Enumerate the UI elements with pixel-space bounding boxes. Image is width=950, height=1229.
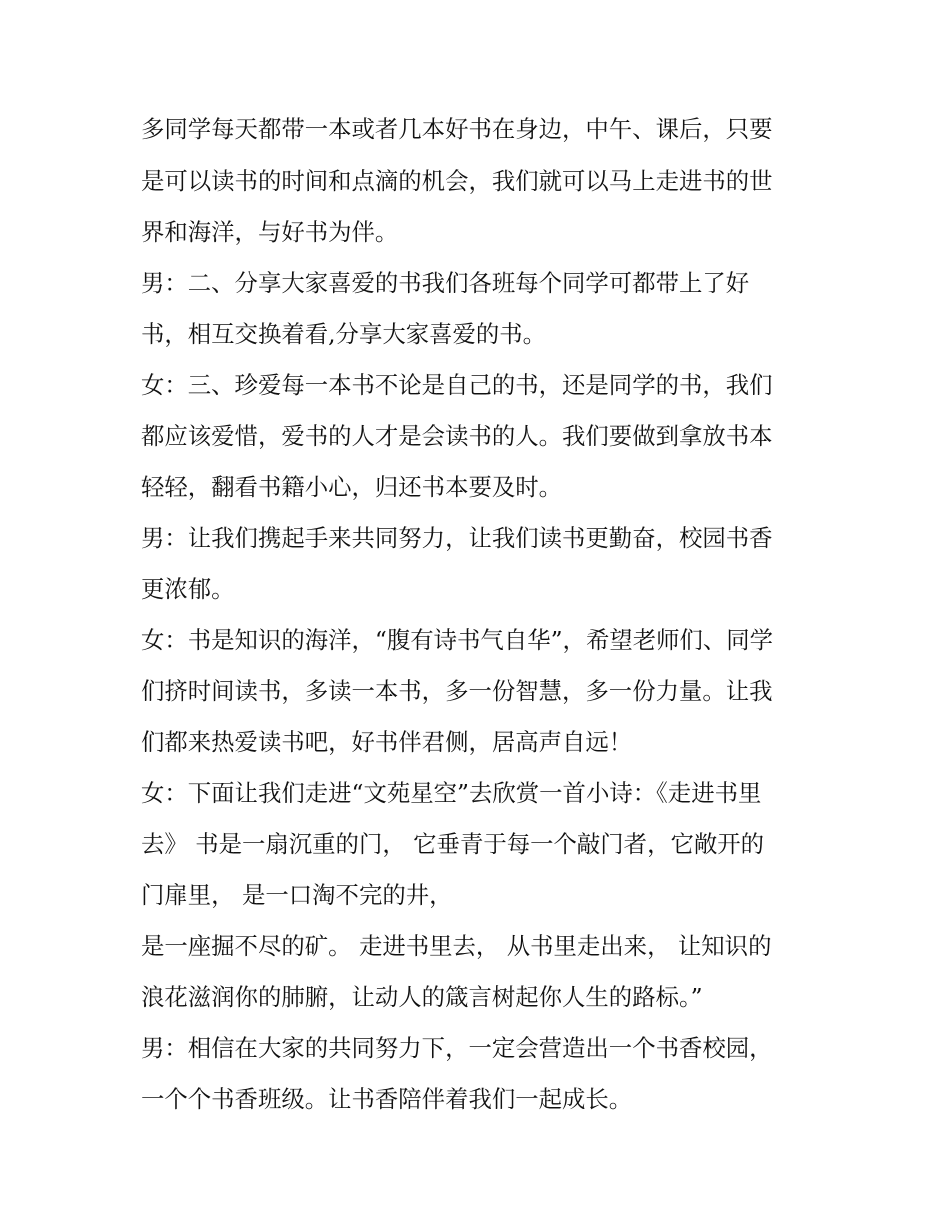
text-line-12: 们挤时间读书，多读一本书，多一份智慧，多一份力量。让我	[141, 677, 773, 705]
text-line-1: 多同学每天都带一本或者几本好书在身边，中午、课后，只要	[141, 115, 773, 143]
text-line-20: 一个个书香班级。让书香陪伴着我们一起成长。	[141, 1085, 633, 1113]
text-line-16: 门扉里， 是一口淘不完的井，	[141, 881, 453, 909]
text-line-17: 是一座掘不尽的矿。 走进书里去， 从书里走出来， 让知识的	[141, 932, 772, 960]
text-line-18: 浪花滋润你的肺腑，让动人的箴言树起你人生的路标。”	[141, 983, 703, 1011]
text-line-11: 女：书是知识的海洋，“腹有诗书气自华”，希望老师们、同学	[141, 626, 774, 654]
text-line-19: 男：相信在大家的共同努力下，一定会营造出一个书香校园，	[141, 1034, 773, 1062]
text-line-4: 男：二、分享大家喜爱的书我们各班每个同学可都带上了好	[141, 269, 750, 297]
text-line-5: 书，相互交换着看,分享大家喜爱的书。	[141, 320, 547, 348]
text-line-13: 们都来热爱读书吧，好书伴君侧，居高声自远！	[141, 728, 633, 756]
text-line-2: 是可以读书的时间和点滴的机会，我们就可以马上走进书的世	[141, 167, 773, 195]
text-line-8: 轻轻，翻看书籍小心，归还书本要及时。	[141, 473, 563, 501]
text-line-10: 更浓郁。	[141, 575, 235, 603]
text-line-9: 男：让我们携起手来共同努力，让我们读书更勤奋，校园书香	[141, 524, 773, 552]
text-line-6: 女：三、珍爱每一本书不论是自己的书，还是同学的书，我们	[141, 371, 773, 399]
text-line-7: 都应该爱惜，爱书的人才是会读书的人。我们要做到拿放书本	[141, 422, 773, 450]
text-line-3: 界和海洋，与好书为伴。	[141, 218, 399, 246]
text-line-14: 女：下面让我们走进“文苑星空”去欣赏一首小诗：《走进书里	[141, 779, 762, 807]
text-line-15: 去》 书是一扇沉重的门， 它垂青于每一个敲门者，它敞开的	[141, 830, 765, 858]
